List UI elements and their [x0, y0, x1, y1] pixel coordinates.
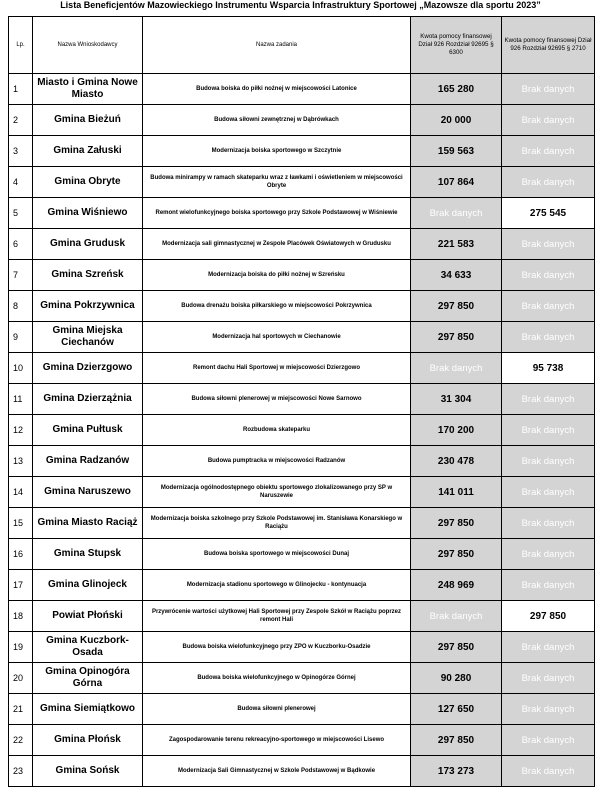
row-applicant-name: Gmina Załuski: [33, 136, 143, 167]
row-task-name: Rozbudowa skateparku: [143, 415, 411, 446]
table-row: [9, 353, 595, 384]
row-applicant-name: Gmina Naruszewo: [33, 477, 143, 508]
row-amount-2710: Brak danych: [502, 508, 595, 539]
row-applicant-name: Gmina Wiśniewo: [33, 198, 143, 229]
table-row: [9, 632, 595, 663]
row-amount-6300: 221 583: [411, 229, 502, 260]
row-task-name: Budowa siłowni plenerowej w miejscowości Nowe Sarnowo: [143, 384, 411, 415]
row-applicant-name: Gmina Sońsk: [33, 756, 143, 787]
row-applicant-name: Gmina Obryte: [33, 167, 143, 198]
row-amount-2710: Brak danych: [502, 291, 595, 322]
table-row: [9, 384, 595, 415]
table-row: [9, 105, 595, 136]
row-lp: 5: [9, 198, 33, 229]
row-amount-2710: 297 850: [502, 601, 595, 632]
row-amount-2710: Brak danych: [502, 663, 595, 694]
row-lp: 2: [9, 105, 33, 136]
beneficiaries-table: [8, 16, 595, 787]
row-amount-6300: 173 273: [411, 756, 502, 787]
row-amount-6300: 90 280: [411, 663, 502, 694]
table-header-row: [9, 17, 595, 74]
row-amount-6300: 297 850: [411, 539, 502, 570]
row-task-name: Modernizacja boiska szkolnego przy Szkole Podstawowej im. Stanisława Konarskiego w Raciążu: [143, 508, 411, 539]
row-lp: 4: [9, 167, 33, 198]
table-row: [9, 229, 595, 260]
table-row: [9, 570, 595, 601]
row-amount-6300: 297 850: [411, 725, 502, 756]
row-lp: 14: [9, 477, 33, 508]
row-applicant-name: Gmina Bieżuń: [33, 105, 143, 136]
document-title: Lista Beneficjentów Mazowieckiego Instrumentu Wsparcia Infrastruktury Sportowej „Mazowsze dla sportu 2023”: [60, 0, 541, 10]
table-row: [9, 725, 595, 756]
row-lp: 18: [9, 601, 33, 632]
row-applicant-name: Gmina Dzierzążnia: [33, 384, 143, 415]
row-task-name: Modernizacja Sali Gimnastycznej w Szkole Podstawowej w Bądkowie: [143, 756, 411, 787]
row-amount-2710: Brak danych: [502, 756, 595, 787]
table-row: [9, 415, 595, 446]
row-applicant-name: Gmina Pokrzywnica: [33, 291, 143, 322]
row-lp: 12: [9, 415, 33, 446]
row-lp: 3: [9, 136, 33, 167]
row-task-name: Remont wielofunkcyjnego boiska sportowego przy Szkole Podstawowej w Wiśniewie: [143, 198, 411, 229]
row-applicant-name: Gmina Glinojeck: [33, 570, 143, 601]
row-lp: 7: [9, 260, 33, 291]
row-amount-6300: Brak danych: [411, 601, 502, 632]
row-amount-6300: 170 200: [411, 415, 502, 446]
row-amount-2710: 275 545: [502, 198, 595, 229]
row-lp: 6: [9, 229, 33, 260]
row-task-name: Modernizacja boiska do piłki nożnej w Szreńsku: [143, 260, 411, 291]
row-applicant-name: Gmina Kuczbork-Osada: [33, 632, 143, 663]
row-lp: 23: [9, 756, 33, 787]
row-amount-2710: Brak danych: [502, 539, 595, 570]
table-row: [9, 74, 595, 105]
row-amount-6300: 159 563: [411, 136, 502, 167]
row-applicant-name: Gmina Dzierzgowo: [33, 353, 143, 384]
row-applicant-name: Gmina Radzanów: [33, 446, 143, 477]
row-applicant-name: Gmina Miasto Raciąż: [33, 508, 143, 539]
table-row: [9, 539, 595, 570]
row-amount-2710: Brak danych: [502, 74, 595, 105]
row-lp: 9: [9, 322, 33, 353]
row-amount-6300: 297 850: [411, 508, 502, 539]
row-task-name: Modernizacja sali gimnastycznej w Zespole Placówek Oświatowych w Grudusku: [143, 229, 411, 260]
row-amount-2710: Brak danych: [502, 632, 595, 663]
row-task-name: Modernizacja hal sportowych w Ciechanowie: [143, 322, 411, 353]
row-lp: 21: [9, 694, 33, 725]
row-applicant-name: Gmina Grudusk: [33, 229, 143, 260]
row-task-name: Budowa boiska wielofunkcyjnego przy ZPO w Kuczborku-Osadzie: [143, 632, 411, 663]
row-task-name: Budowa boiska do piłki nożnej w miejscowości Latonice: [143, 74, 411, 105]
row-applicant-name: Gmina Miejska Ciechanów: [33, 322, 143, 353]
row-task-name: Budowa siłowni zewnętrznej w Dąbrówkach: [143, 105, 411, 136]
row-lp: 8: [9, 291, 33, 322]
row-amount-6300: 34 633: [411, 260, 502, 291]
row-amount-6300: 230 478: [411, 446, 502, 477]
row-task-name: Budowa drenażu boiska piłkarskiego w miejscowości Pokrzywnica: [143, 291, 411, 322]
row-amount-2710: Brak danych: [502, 570, 595, 601]
table-row: [9, 601, 595, 632]
row-applicant-name: Gmina Płońsk: [33, 725, 143, 756]
row-amount-6300: 107 864: [411, 167, 502, 198]
row-task-name: Budowa minirampy w ramach skateparku wraz z ławkami i oświetleniem w miejscowości Obryte: [143, 167, 411, 198]
row-amount-2710: Brak danych: [502, 136, 595, 167]
table-body: [9, 74, 595, 787]
row-amount-6300: Brak danych: [411, 353, 502, 384]
row-task-name: Budowa boiska wielofunkcyjnego w Opinogórze Górnej: [143, 663, 411, 694]
row-task-name: Przywrócenie wartości użytkowej Hali Sportowej przy Zespole Szkół w Raciążu poprzez remont Hali: [143, 601, 411, 632]
row-amount-2710: Brak danych: [502, 694, 595, 725]
row-task-name: Budowa pumptracka w miejscowości Radzanów: [143, 446, 411, 477]
row-amount-6300: 165 280: [411, 74, 502, 105]
table-row: [9, 291, 595, 322]
row-amount-2710: Brak danych: [502, 477, 595, 508]
row-applicant-name: Miasto i Gmina Nowe Miasto: [33, 74, 143, 105]
row-lp: 19: [9, 632, 33, 663]
row-task-name: Budowa boiska sportowego w miejscowości Dunaj: [143, 539, 411, 570]
row-lp: 22: [9, 725, 33, 756]
table-row: [9, 167, 595, 198]
header-applicant-name: Nazwa Wnioskodawcy: [33, 17, 143, 74]
table-row: [9, 694, 595, 725]
row-amount-2710: Brak danych: [502, 384, 595, 415]
row-lp: 10: [9, 353, 33, 384]
row-lp: 20: [9, 663, 33, 694]
row-amount-6300: 127 650: [411, 694, 502, 725]
table-row: [9, 136, 595, 167]
row-amount-2710: 95 738: [502, 353, 595, 384]
row-amount-6300: 297 850: [411, 632, 502, 663]
table-row: [9, 198, 595, 229]
row-amount-2710: Brak danych: [502, 105, 595, 136]
header-amount-6300: Kwota pomocy finansowej Dział 926 Rozdział 92695 § 6300: [411, 17, 502, 74]
row-amount-6300: 141 011: [411, 477, 502, 508]
row-lp: 15: [9, 508, 33, 539]
row-applicant-name: Gmina Szreńsk: [33, 260, 143, 291]
header-task-name: Nazwa zadania: [143, 17, 411, 74]
table-row: [9, 260, 595, 291]
row-task-name: Modernizacja ogólnodostępnego obiektu sportowego zlokalizowanego przy SP w Naruszewie: [143, 477, 411, 508]
table-row: [9, 477, 595, 508]
row-amount-6300: 31 304: [411, 384, 502, 415]
row-task-name: Budowa siłowni plenerowej: [143, 694, 411, 725]
row-amount-2710: Brak danych: [502, 446, 595, 477]
row-applicant-name: Gmina Siemiątkowo: [33, 694, 143, 725]
row-amount-6300: 20 000: [411, 105, 502, 136]
header-amount-2710: Kwota pomocy finansowej Dział 926 Rozdział 92695 § 2710: [502, 17, 595, 74]
row-amount-6300: 297 850: [411, 291, 502, 322]
table-row: [9, 322, 595, 353]
row-amount-2710: Brak danych: [502, 260, 595, 291]
row-lp: 13: [9, 446, 33, 477]
row-applicant-name: Powiat Płoński: [33, 601, 143, 632]
table-row: [9, 508, 595, 539]
table-row: [9, 446, 595, 477]
row-task-name: Modernizacja boiska sportowego w Szczytnie: [143, 136, 411, 167]
header-lp: Lp.: [9, 17, 33, 74]
row-applicant-name: Gmina Opinogóra Górna: [33, 663, 143, 694]
row-task-name: Zagospodarowanie terenu rekreacyjno-sportowego w miejscowości Lisewo: [143, 725, 411, 756]
row-amount-2710: Brak danych: [502, 322, 595, 353]
table-row: [9, 756, 595, 787]
row-lp: 16: [9, 539, 33, 570]
row-amount-6300: 297 850: [411, 322, 502, 353]
row-amount-6300: 248 969: [411, 570, 502, 601]
row-amount-2710: Brak danych: [502, 725, 595, 756]
row-amount-2710: Brak danych: [502, 167, 595, 198]
row-task-name: Remont dachu Hali Sportowej w miejscowości Dzierzgowo: [143, 353, 411, 384]
table-row: [9, 663, 595, 694]
row-amount-2710: Brak danych: [502, 229, 595, 260]
row-amount-6300: Brak danych: [411, 198, 502, 229]
row-lp: 17: [9, 570, 33, 601]
row-applicant-name: Gmina Stupsk: [33, 539, 143, 570]
row-task-name: Modernizacja stadionu sportowego w Glinojecku - kontynuacja: [143, 570, 411, 601]
row-lp: 1: [9, 74, 33, 105]
row-lp: 11: [9, 384, 33, 415]
row-applicant-name: Gmina Pułtusk: [33, 415, 143, 446]
row-amount-2710: Brak danych: [502, 415, 595, 446]
